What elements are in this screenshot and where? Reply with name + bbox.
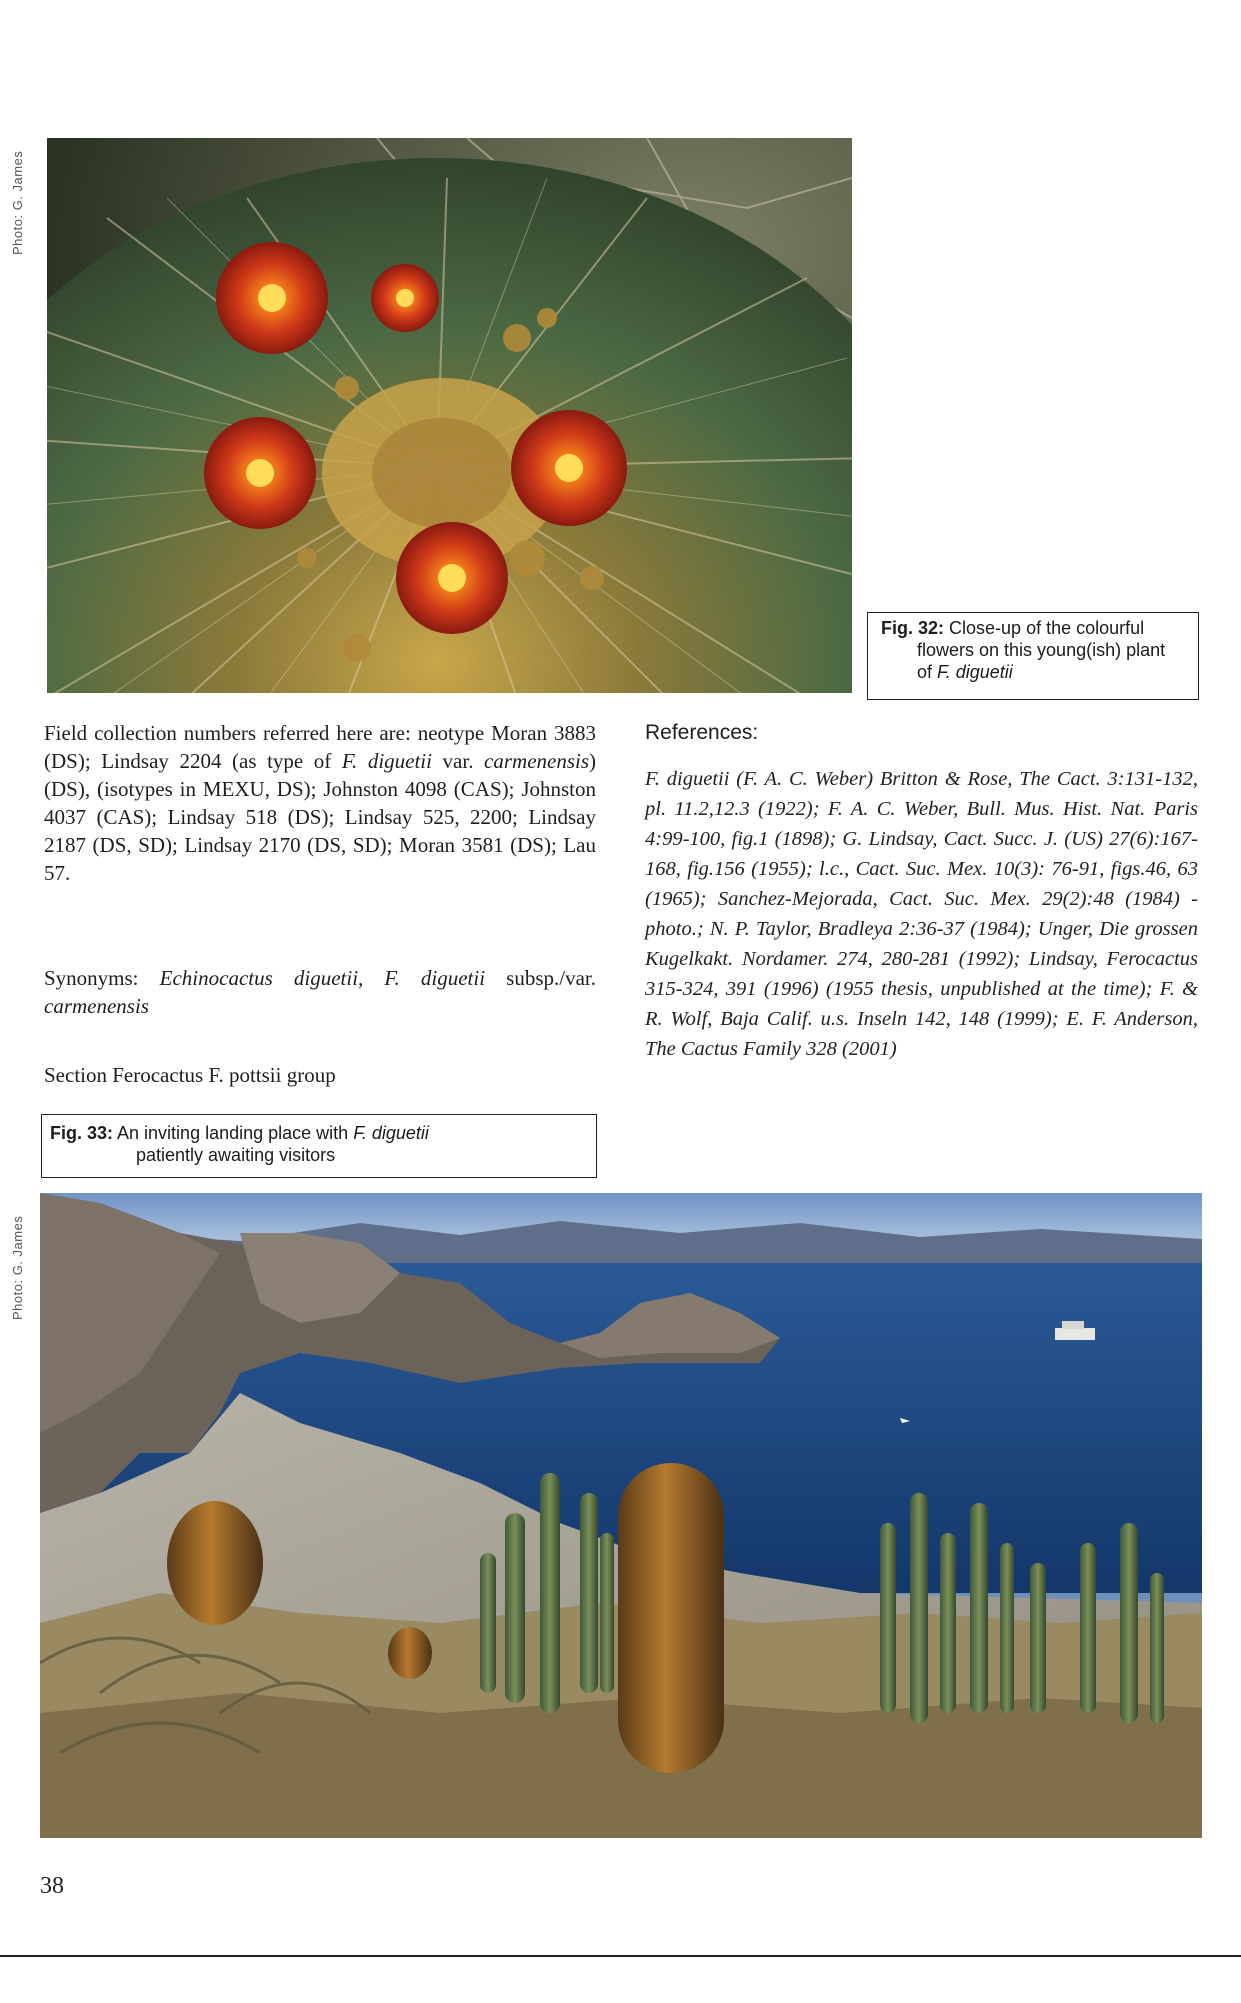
photo-credit-top: Photo: G. James [10,150,25,255]
field-collection-taxon2: carmenensis [484,749,590,773]
references-body: F. diguetii (F. A. C. Weber) Britton & Rose, The Cact. 3:131-132, pl. 11.2,12.3 (1922); F. A. C. Weber, Bull. Mus. Hist. Nat. Paris 4:99-100, fig.1 (1898); G. Lindsay, Cact. Succ. J. (US) 27(6):167-168, fig.156 (1955); l.c., Cact. Suc. Mex. 10(3): 76-91, figs.46, 63 (1965); Sanchez-Mejorada, Cact. Suc. Mex. 29(2):48 (1984) - photo.; N. P. Taylor, Bradleya 2:36-37 (1984); Unger, Die grossen Kugelkakt. Nordamer. 274, 280-281 (1992); Lindsay, Ferocactus 315-324, 391 (1996) (1955 thesis, unpublished at the time); F. & R. Wolf, Baja Calif. u.s. Inseln 142, 148 (1999); E. F. Anderson, The Cactus Family 328 (2001) [645,768,1198,1060]
fig33-label: Fig. 33: [50,1123,114,1143]
coastline-cacti-photo [40,1193,1202,1838]
synonyms-taxon2: carmenensis [44,994,149,1018]
page-number: 38 [40,1873,64,1899]
fig32-line2: flowers on this young(ish) plant [917,640,1166,660]
page-rule [0,1955,1241,1957]
cactus-flowers-photo [47,138,852,693]
field-collection-part1: Field collection numbers referred here are: neotype Moran 3883 (DS); Lindsay 2204 (as type of [44,721,596,773]
fig33-line2: patiently awaiting visitors [136,1145,336,1165]
synonyms-part2: subsp./var. [485,966,596,990]
fig32-caption [867,612,1199,700]
fig33-taxon: F. diguetii [353,1123,429,1143]
section-line: Section Ferocactus F. pottsii group [44,1063,336,1087]
field-collection-taxon1: F. diguetii [341,749,432,773]
references-heading: References: [645,721,759,744]
synonyms-taxon1: Echinocactus diguetii, F. diguetii [159,966,486,990]
field-collection-part3: ) (DS), (isotypes in MEXU, DS); Johnston 4098 (CAS); Johnston 4037 (CAS); Lindsay 518 (DS); Lindsay 525, 2200; Lindsay 2187 (DS, SD); Lindsay 2170 (DS, SD); Moran 3581 (DS); Lau 57. [44,749,597,885]
synonyms-label: Synonyms: [44,966,160,990]
fig32-taxon: F. diguetii [937,662,1013,682]
field-collection-part2: var. [431,749,485,773]
fig32-line3-prefix: of [917,662,938,682]
field-collection-paragraph [44,719,596,887]
synonyms-paragraph [44,964,596,1020]
fig32-label: Fig. 32: [881,618,945,638]
photo-credit-bottom: Photo: G. James [10,1215,25,1320]
fig33-caption [41,1114,597,1178]
fig32-line1: Close-up of the colourful [949,618,1145,638]
fig33-line1-prefix: An inviting landing place with [117,1123,354,1143]
